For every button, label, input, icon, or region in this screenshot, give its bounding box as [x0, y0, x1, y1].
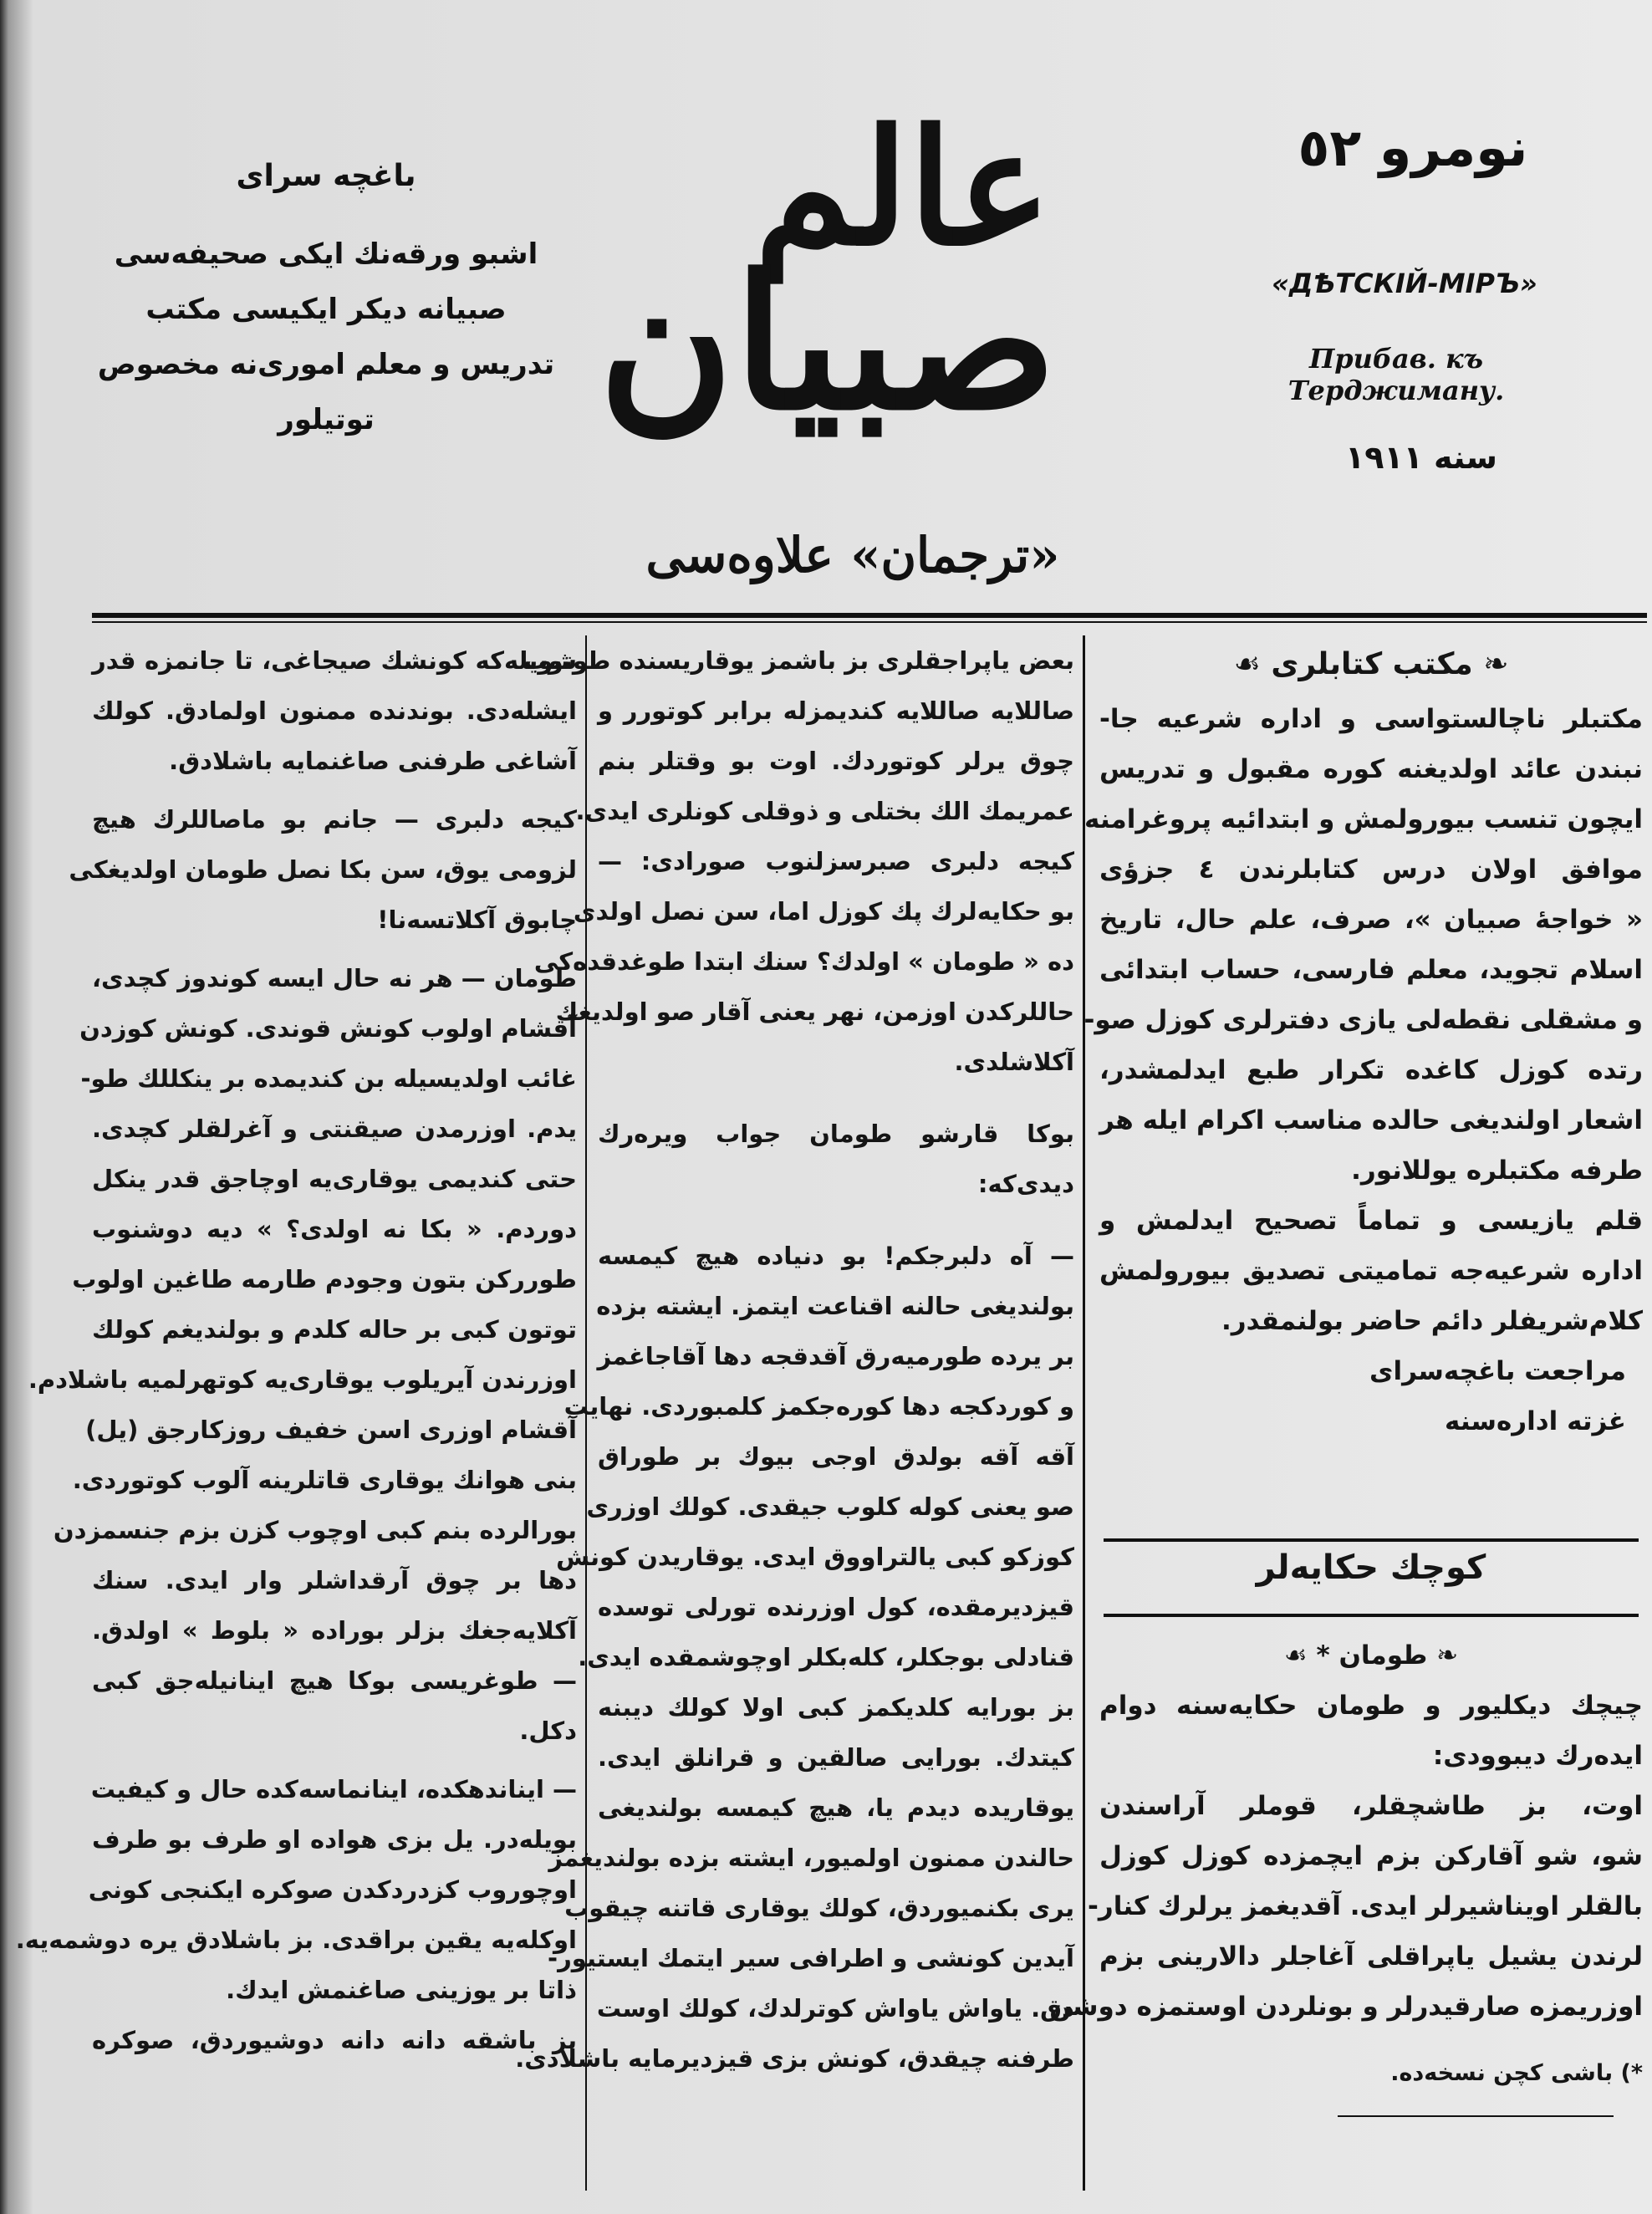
text-line: قیزدیرمقده، کول اوزرنده تورلی توسده	[598, 1593, 1074, 1621]
contact-line: مراجعت باغچه‌سرای	[1369, 1356, 1626, 1386]
text-line: کیجه دلبری — جانم بو ماصاللرك هیچ	[92, 805, 577, 834]
ornament-icon: ❧	[1472, 647, 1509, 681]
text-line: حاللرکدن اوزمن، نهر یعنی آقار صو اولدیغك	[555, 997, 1074, 1026]
text-line: اوت، بز طاشچقلر، قوملر آراسندن	[1099, 1791, 1643, 1821]
text-line: و کوردکجه دها کوره‌جکمز کلمبوردی. نهایت	[563, 1392, 1074, 1421]
text-line: بویله‌در. یل بزی هواده او طرف بو طرف	[92, 1825, 577, 1854]
text-line: بولندیغی حالنه اقناعت ایتمز. ایشته بزده	[596, 1292, 1074, 1320]
text-line: آیدین کونشی و اطرافی سیر ایتمك ایستیور-	[548, 1944, 1074, 1972]
text-line: دیدی‌که:	[977, 1170, 1074, 1198]
text-line: آقشام اوزری اسن خفیف روزکارجق (یل)	[85, 1416, 577, 1444]
text-line: — طوغریسی بوکا هیچ اینانیله‌جق کبی	[92, 1666, 577, 1695]
story-title-text: طومان *	[1316, 1640, 1428, 1671]
text-line: اداره شرعیه‌جه تمامیتی تصدیق بیورولمش	[1099, 1256, 1643, 1286]
text-line: صو یعنی کوله کلوب جیقدی. کولك اوزری	[586, 1492, 1074, 1521]
text-line: آقه آقه بولدق اوجی بیوك بر طوراق	[598, 1442, 1074, 1471]
year: سنه ١٩١١	[1345, 439, 1497, 476]
section-heading-text: مکتب کتابلری	[1271, 647, 1473, 681]
text-line: کیتدك. بورایی صالقین و قرانلق ایدی.	[598, 1743, 1074, 1772]
masthead-title-line2: صبیان	[598, 234, 1058, 451]
left-box	[92, 159, 560, 447]
text-line: اوچوروب کزدردکدن صوکره ایکنجی کونی	[88, 1875, 577, 1904]
ornament-icon: ❧	[1427, 1640, 1459, 1671]
text-line: اوزرندن آیریلوب یوقاری‌یه کوتهرلمیه باشلادم.	[28, 1365, 577, 1394]
text-line: حالندن ممنون اولمیور، ایشته بزده بولندیغمز	[548, 1844, 1074, 1872]
left-box-line: صبیانه دیکر ایکیسی مکتب	[145, 293, 507, 326]
ornament-icon: ☙	[1283, 1640, 1317, 1671]
text-line: کلام‌شریفلر دائم حاضر بولنمقدر.	[1221, 1306, 1643, 1336]
text-line: — ایناندهکده، اینانماسه‌کده حال و کیفیت	[90, 1775, 577, 1803]
text-line: کیجه دلبری صبرسزلنوب صورادی: —	[598, 847, 1074, 875]
text-line: یوقاریده دیدم یا، هیچ کیمسه بولندیغی	[598, 1793, 1074, 1822]
text-line: ده « طومان » اولدك؟ سنك ابتدا طوغدقده‌کی	[533, 947, 1074, 976]
text-line: حتی کندیمی یوقاری‌یه اوچاجق قدر ینکل	[92, 1165, 577, 1193]
text-line: قنادلی بوجکلر، کله‌بکلر اوچوشمقده ایدی.	[578, 1643, 1074, 1671]
text-line: آشاغی طرفنی صاغنمایه باشلادق.	[169, 747, 577, 775]
footnote-rule	[1338, 2115, 1614, 2117]
text-line: بز بورایه کلدیکمز کبی اولا کولك دیبنه	[598, 1693, 1074, 1722]
text-line: طوررکن بتون وجودم طارمه طاغین اولوب	[72, 1265, 577, 1293]
text-line: دق. یاواش یاواش کوترلدك، کولك اوست	[596, 1994, 1074, 2023]
text-line: آکلاشلدی.	[954, 1048, 1074, 1076]
left-column	[15, 635, 577, 2065]
text-line: یری بکنمیوردق، کولك یوقاری قاتنه چیقوب	[564, 1894, 1074, 1922]
ornament-icon: ☙	[1233, 647, 1272, 681]
text-line: بالقلر اوینا‌شیرلر ایدی. آقدیغمز یرلرك کنار-	[1087, 1891, 1643, 1921]
text-line: طرفه مکتبلره یوللانور.	[1351, 1155, 1643, 1186]
text-line: ایده‌رك دیبوودی:	[1432, 1741, 1643, 1771]
text-line: بعض یاپراجقلری بز باشمز یوقاریسنده طوتوب	[523, 646, 1074, 675]
text-line: آکلایه‌جغك بزلر بوراده « بلوط » اولدق.	[92, 1616, 577, 1645]
masthead-title-line1: عالم	[754, 94, 1052, 281]
text-line: چابوق آکلاتسه‌نا!	[377, 905, 577, 934]
text-line: توتون کبی بر حاله کلدم و بولندیغم کولك	[92, 1315, 577, 1344]
text-line: دکل.	[519, 1717, 577, 1745]
text-line: دها بر چوق آرقداشلر وار ایدی. سنك	[92, 1566, 577, 1594]
story-title	[1099, 1630, 1643, 1681]
text-line: نبندن عائد اولدیغنه کوره مقبول و تدریس	[1099, 754, 1643, 784]
text-line: غائب اولدیسیله بن کندیمده بر ینکللك طو-	[80, 1064, 577, 1093]
left-box-line: اشبو ورقه‌نك ایکی صحیفه‌سی	[114, 237, 538, 271]
text-line: قلم یازیسی و تماماً تصحیح ایدلمش و	[1099, 1206, 1643, 1236]
contact-line: غزته اداره‌سنه	[1445, 1406, 1626, 1436]
left-box-line: تدریس و معلم اموری‌نه مخصوص	[97, 348, 555, 381]
text-line: بز باشقه دانه دانه دوشیوردق، صوکره	[92, 2026, 577, 2054]
text-line: بوکا قارشو طومان جواب ویره‌رك	[598, 1120, 1074, 1148]
top-rule-thin	[92, 621, 1647, 623]
issue-number: نومرو ٥٢	[1298, 117, 1528, 178]
text-line: موافق اولان درس کتابلرندن ٤ جزؤی	[1099, 854, 1643, 885]
text-line: شویله‌که کونشك صیجاغی، تا جانمزه قدر	[92, 646, 577, 675]
section-heading	[1099, 635, 1643, 694]
russian-title: «ДѢТСКІЙ-МІРЪ»	[1272, 268, 1537, 299]
text-line: رتده کوزل کاغده تکرار طبع ایدلمشدر،	[1099, 1055, 1643, 1085]
text-line: اوزریمزه صارقیدرلر و بونلردن اوستمزه دوشن	[1049, 1992, 1643, 2022]
text-line: چیچك دیکلیور و طومان حکایه‌سنه دوام	[1099, 1691, 1643, 1721]
text-line: — آه دلبرجکم! بو دنیاده هیچ کیمسه	[598, 1242, 1074, 1270]
text-line: بر یرده طورمیه‌رق آقدقجه دها آقاجاغمز	[597, 1342, 1074, 1370]
text-line: ذاتا بر یوزینی صاغنمش ایدك.	[226, 1976, 577, 2004]
text-line: بنی هوانك یوقاری قاتلرینه آلوب کوتوردی.	[72, 1466, 577, 1494]
text-line: عمریمك الك بختلی و ذوقلی کونلری ایدی.	[575, 797, 1074, 825]
text-line: شو، شو آقارکن بزم ایچمزده کوزل کوزل	[1099, 1841, 1643, 1871]
text-line: مکتبلر ناچالستواسی و اداره شرعیه جا-	[1099, 704, 1643, 734]
russian-subtitle: Прибав. къ Терджиману.	[1287, 343, 1505, 406]
text-line: کوزکو کبی یالتراووق ایدی. یوقاریدن کونش	[556, 1543, 1074, 1571]
text-line: لزومی یوق، سن بکا نصل طومان اولدیغکی	[69, 855, 577, 884]
text-line: آقشام اولوب کونش قوندی. کونش کوزدن	[79, 1014, 577, 1043]
top-rule	[92, 613, 1647, 618]
column-divider	[1083, 635, 1085, 2191]
text-line: اشعار اولندیغی حالده مناسب اکرام ایله هر	[1099, 1105, 1643, 1135]
text-line: یدم. اوزرمدن صیقنتی و آغرلقلر کچدی.	[92, 1115, 577, 1143]
text-line: و مشقلی نقطه‌لی یازی دفترلری کوزل صو-	[1083, 1005, 1643, 1035]
left-box-heading: باغچه سرای	[236, 159, 416, 193]
footnote: *) باشی کچن نسخه‌ده.	[1390, 2060, 1643, 2086]
text-line: اسلام تجوید، معلم فارسی، حساب ابتدائی	[1099, 955, 1643, 985]
text-line: لرندن یشیل یاپراقلی آغاجلر دالارینی بزم	[1099, 1941, 1643, 1972]
text-line: بو حکایه‌لرك پك کوزل اما، سن نصل اولدی	[573, 897, 1074, 926]
text-line: ایشله‌دی. بوندنده ممنون اولمادق. کولك	[92, 696, 577, 725]
text-line: صاللایه صاللایه کندیمزله برابر کوتورر و	[598, 696, 1074, 725]
text-line: دوردم. « بکا نه اولدی؟ » دیه دوشنوب	[92, 1215, 577, 1243]
right-column	[1049, 635, 1643, 2099]
text-line: بورالرده بنم کبی اوچوب کزن بزم جنسمزدن	[53, 1516, 577, 1544]
text-line: طومان — هر نه حال ایسه کوندوز کچدی،	[92, 964, 577, 992]
left-box-line: توتیلور	[278, 403, 375, 436]
text-line: اوکله‌یه یقین براقدی. بز باشلادق یره دوشمه‌یه.	[15, 1926, 577, 1954]
section-heading-stories: کوچك حکایه‌لر	[1256, 1548, 1486, 1587]
text-line: طرفنه چیقدق، کونش بزی قیزدیرمایه باشلادی.	[515, 2044, 1074, 2073]
text-line: چوق یرلر کوتوردك. اوت بو وقتلر بنم	[598, 747, 1074, 775]
text-line: « خواجهٔ صبیان »، صرف، علم حال، تاریخ	[1099, 905, 1643, 935]
text-line: ایچون تنسب بیورولمش و ابتدائیه پروغرامنه	[1084, 804, 1643, 834]
masthead-subtitle: «ترجمان» علاوه‌سی	[645, 527, 1060, 584]
